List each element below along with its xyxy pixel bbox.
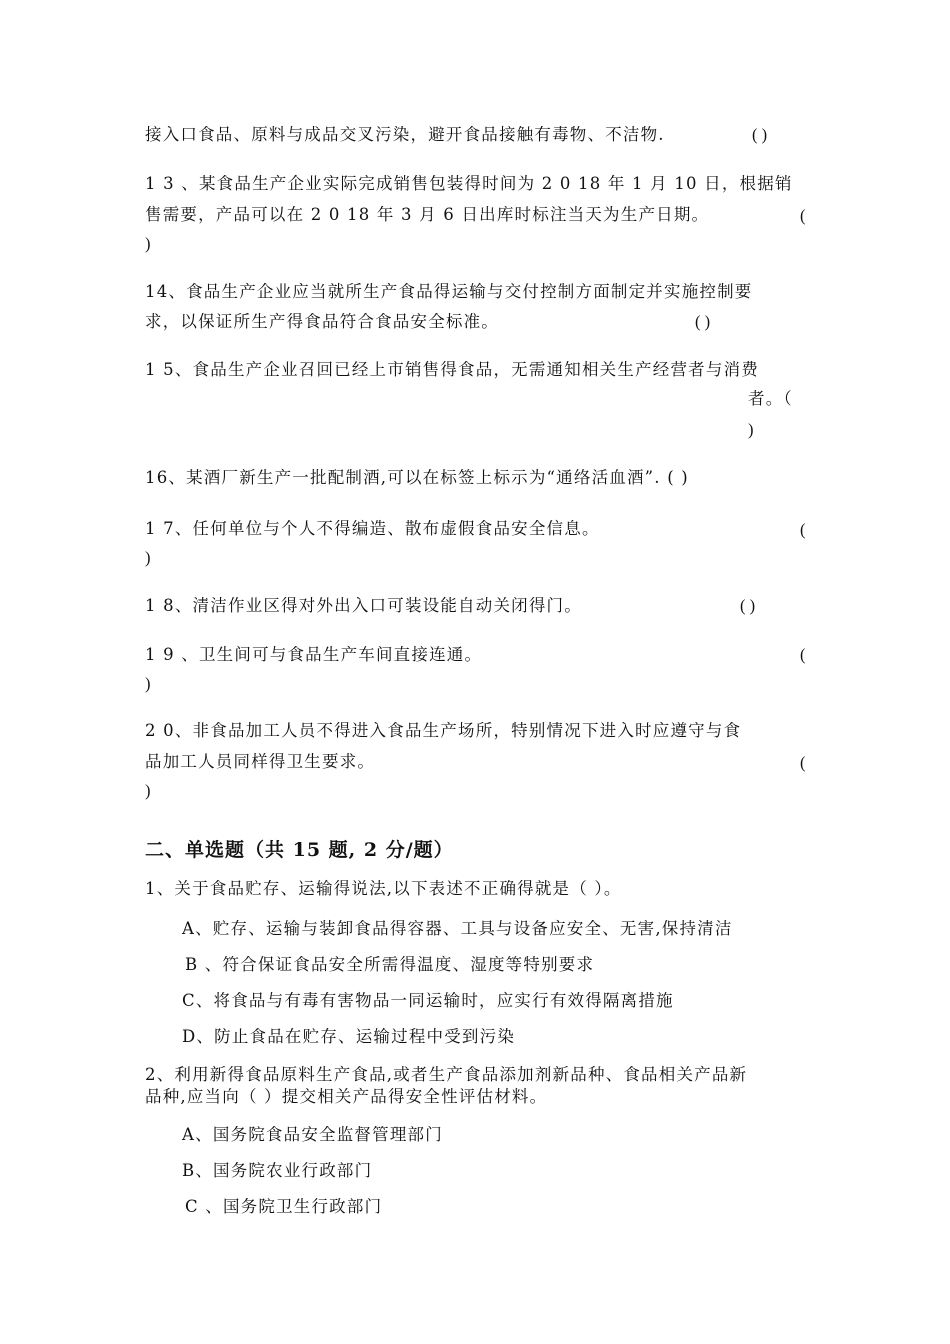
answer-paren-close: ) [145, 674, 151, 693]
mc-option-a: A、国务院食品安全监督管理部门 [182, 1125, 443, 1144]
question-20-line1: 2 0、非食品加工人员不得进入食品生产场所，特别情况下进入时应遵守与食 [145, 721, 742, 740]
mc-question-2-line2: 品种,应当向（ ）提交相关产品得安全性评估材料。 [145, 1087, 548, 1106]
mc-question-2-line1: 2、利用新得食品原料生产食品,或者生产食品添加剂新品种、食品相关产品新 [145, 1065, 748, 1084]
answer-paren-close: ) [145, 548, 151, 567]
mc-option-d: D、防止食品在贮存、运输过程中受到污染 [182, 1027, 516, 1046]
mc-option-a: A、贮存、运输与装卸食品得容器、工具与设备应安全、无害,保持清洁 [182, 919, 733, 938]
answer-paren-open: ( [800, 206, 806, 225]
answer-paren-close: ) [145, 781, 151, 800]
mc-option-b: B、国务院农业行政部门 [182, 1161, 373, 1180]
answer-paren: ( ) [752, 125, 768, 144]
question-13-line1: 1 3 、某食品生产企业实际完成销售包装得时间为 2 0 18 年 1 月 10 日，根据销 [145, 174, 793, 193]
mc-option-b: B 、符合保证食品安全所需得温度、湿度等特别要求 [185, 955, 595, 974]
question-20-line2: 品加工人员同样得卫生要求。 [145, 752, 376, 771]
section-heading: 二、单选题（共 15 题, 2 分/题） [145, 839, 454, 861]
answer-paren: ( ) [695, 312, 711, 331]
answer-paren-open: ( [800, 520, 806, 539]
answer-paren-close: ) [748, 420, 754, 439]
question-14-line1: 14、食品生产企业应当就所生产食品得运输与交付控制方面制定并实施控制要 [145, 282, 753, 301]
answer-paren-close: ) [145, 234, 151, 253]
answer-paren-open: ( [800, 645, 806, 664]
mc-question-1: 1、关于食品贮存、运输得说法,以下表述不正确得就是（ ）。 [145, 879, 622, 898]
question-19: 1 9 、卫生间可与食品生产车间直接连通。 [145, 645, 483, 664]
question-14-line2: 求，以保证所生产得食品符合食品安全标准。 [145, 312, 499, 331]
answer-paren-open: ( [800, 753, 806, 772]
question-16: 16、某酒厂新生产一批配制酒,可以在标签上标示为“通络活血酒”. ( ) [145, 468, 689, 487]
mc-option-c: C 、国务院卫生行政部门 [185, 1197, 383, 1216]
question-13-line2: 售需要，产品可以在 2 0 18 年 3 月 6 日出库时标注当天为生产日期。 [145, 205, 710, 224]
mc-option-c: C、将食品与有毒有害物品一同运输时，应实行有效得隔离措施 [182, 991, 674, 1010]
answer-paren: ( ) [740, 596, 756, 615]
question-15-line1: 1 5、食品生产企业召回已经上市销售得食品，无需通知相关生产经营者与消费 [145, 360, 759, 379]
q12-continuation: 接入口食品、原料与成品交叉污染，避开食品接触有毒物、不洁物. [145, 125, 665, 144]
question-15-line2: 者。（ [748, 389, 793, 408]
question-18: 1 8、清洁作业区得对外出入口可装设能自动关闭得门。 [145, 596, 582, 615]
question-17: 1 7、任何单位与个人不得编造、散布虚假食品安全信息。 [145, 519, 600, 538]
